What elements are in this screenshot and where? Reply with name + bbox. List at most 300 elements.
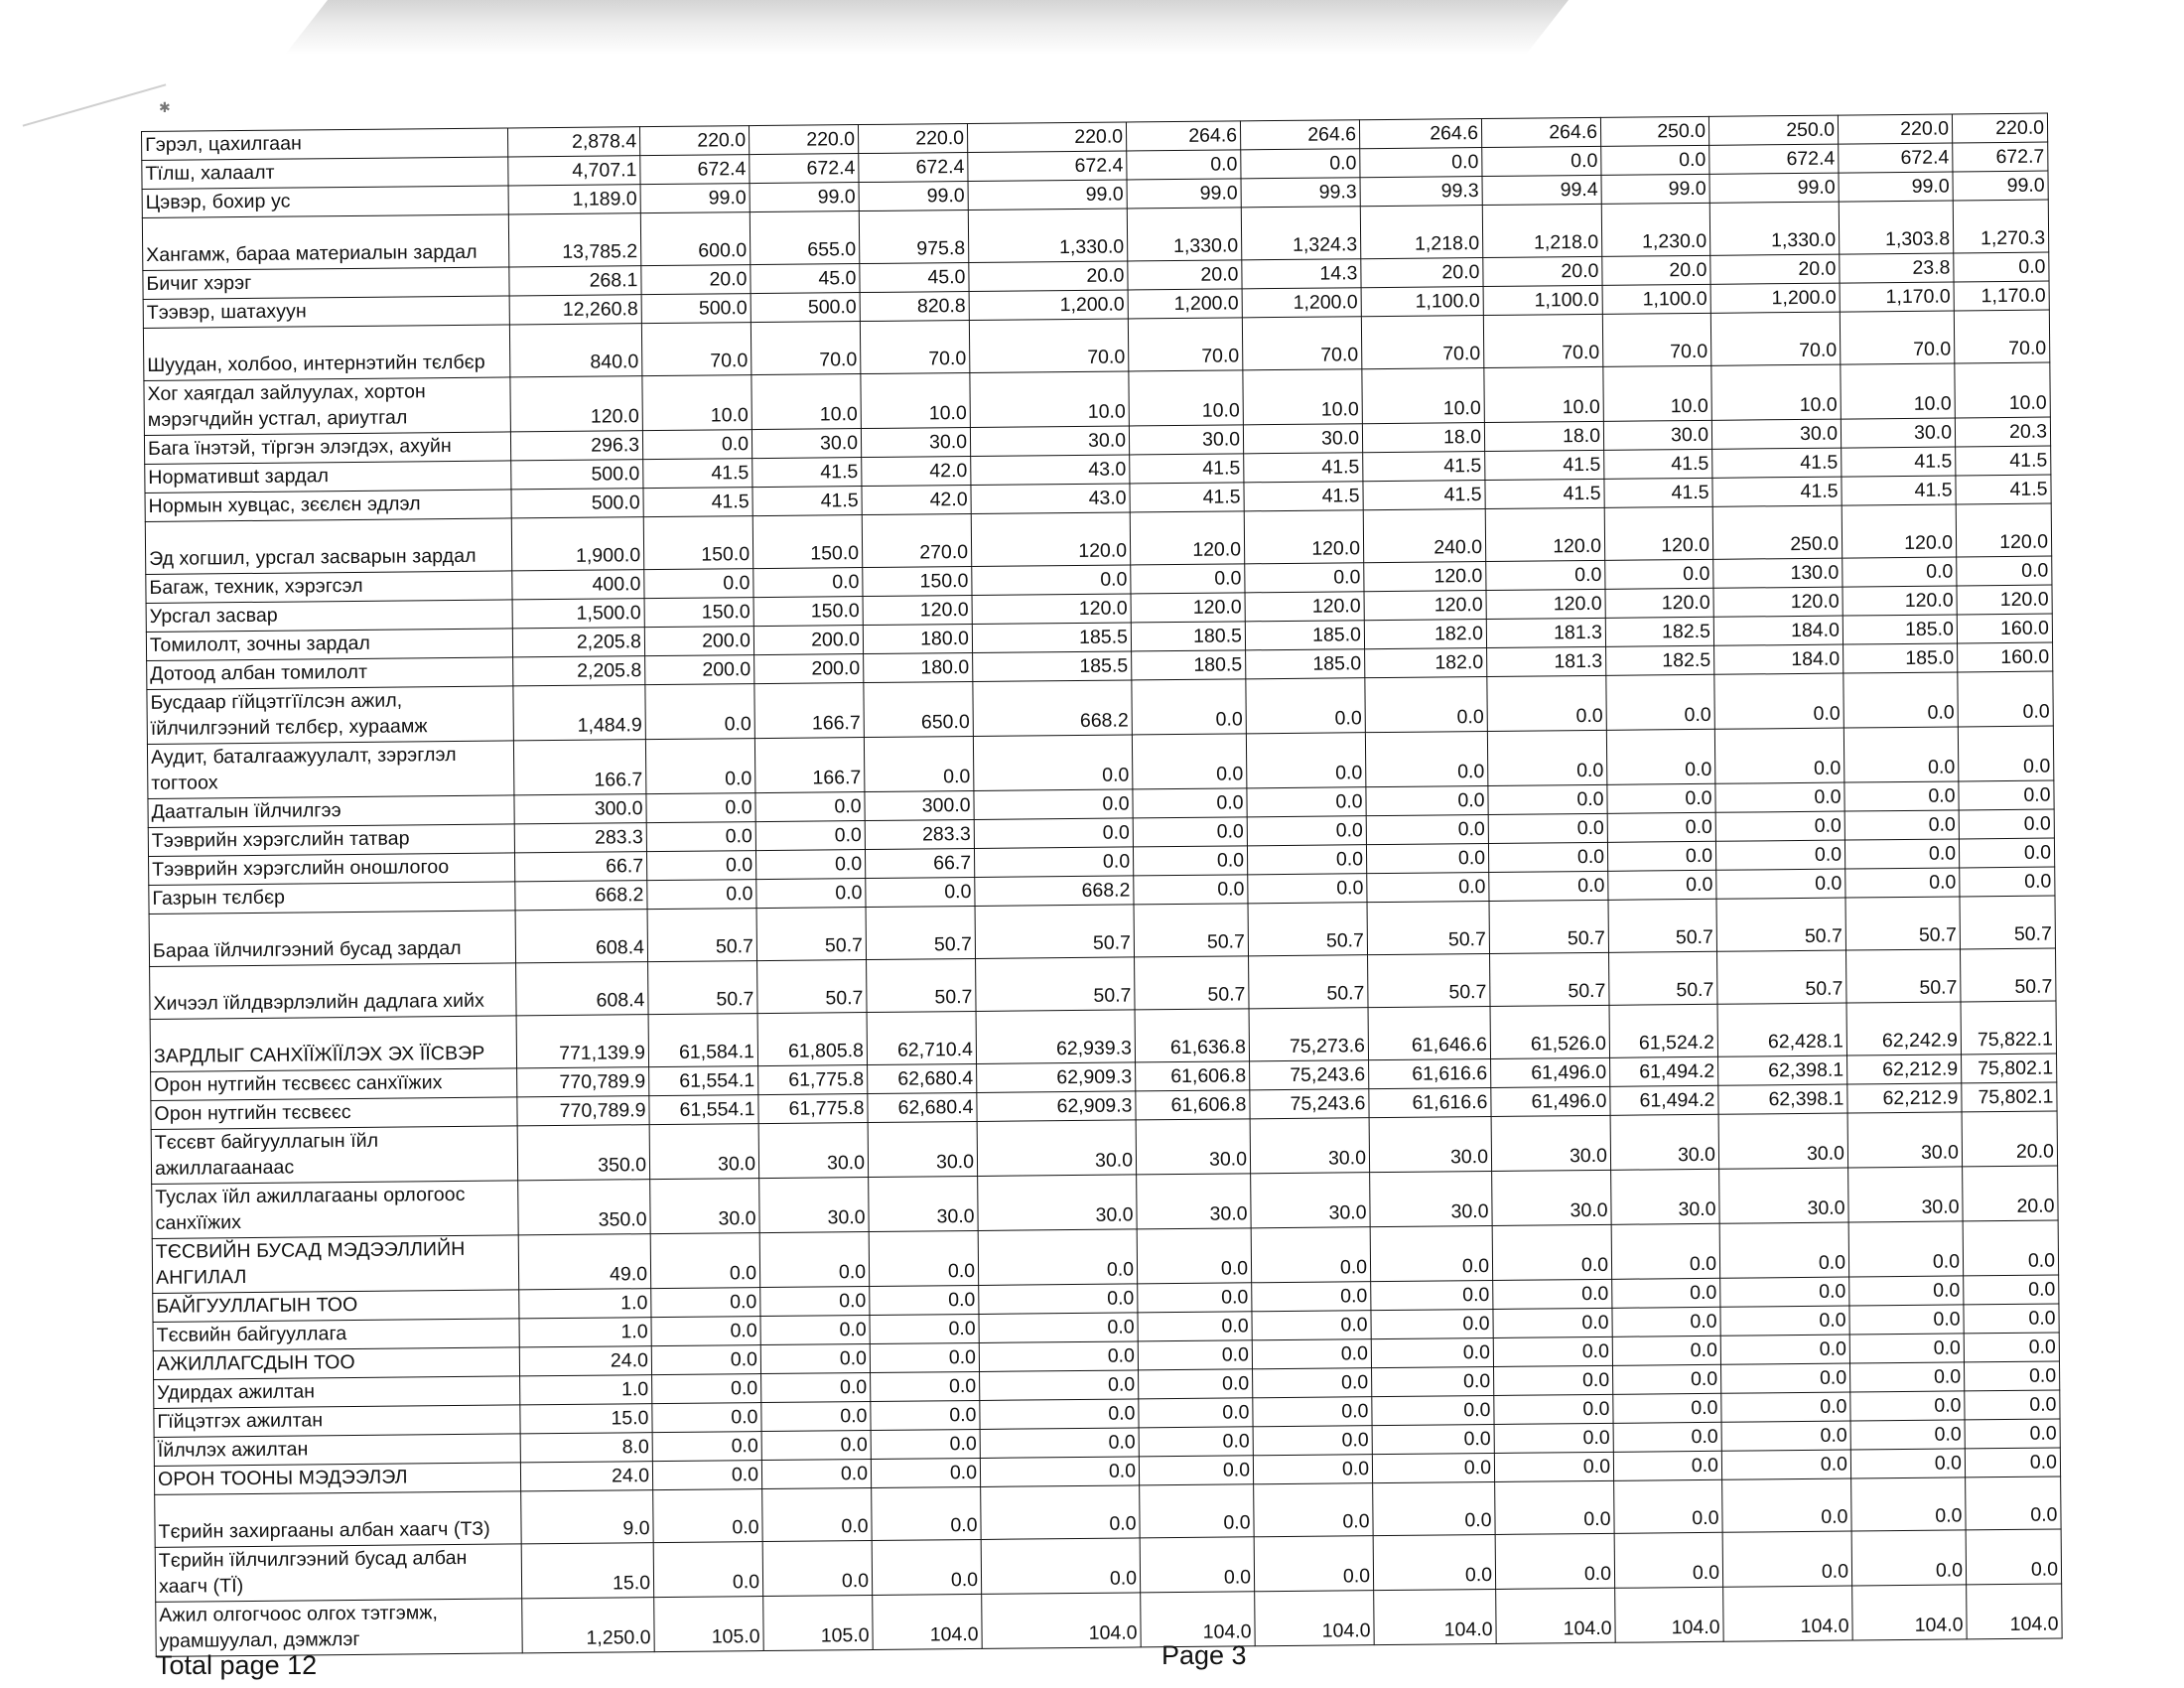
value-cell: 0.0 <box>1248 874 1367 904</box>
row-label: Аудит, баталгаажуулалт, зэрэглэл тогтоох <box>147 741 514 799</box>
value-cell: 30.0 <box>1711 419 1841 449</box>
value-cell: 0.0 <box>1137 1228 1252 1284</box>
value-cell: 672.4 <box>640 155 750 185</box>
value-cell: 0.0 <box>978 1229 1138 1286</box>
value-cell: 120.0 <box>971 512 1131 567</box>
value-cell: 30.0 <box>1847 1112 1963 1168</box>
value-cell: 608.4 <box>515 910 648 963</box>
row-label: Тєсвийн байгууллага <box>153 1319 519 1351</box>
value-cell: 0.0 <box>864 736 974 791</box>
value-cell: 166.7 <box>754 738 865 793</box>
value-cell: 0.0 <box>1850 1391 1965 1421</box>
value-cell: 61,616.6 <box>1369 1058 1491 1088</box>
row-label: Тїлш, халаалт <box>142 157 508 190</box>
value-cell: 61,524.2 <box>1609 1004 1718 1057</box>
value-cell: 41.5 <box>643 459 752 489</box>
value-cell: 182.5 <box>1606 645 1714 675</box>
value-cell: 41.5 <box>1956 475 2051 504</box>
value-cell: 50.7 <box>1845 949 1961 1003</box>
value-cell: 61,775.8 <box>758 1094 868 1124</box>
value-cell: 62,212.9 <box>1847 1083 1962 1113</box>
value-cell: 1.0 <box>519 1289 651 1319</box>
value-cell: 0.0 <box>1488 842 1607 872</box>
value-cell: 41.5 <box>1842 447 1956 477</box>
value-cell: 0.0 <box>650 1233 760 1289</box>
row-label: Урсгал засвар <box>146 600 512 633</box>
value-cell: 0.0 <box>1365 732 1488 787</box>
value-cell: 672.7 <box>1953 142 2048 172</box>
value-cell: 1,200.0 <box>1128 289 1242 319</box>
value-cell: 0.0 <box>1959 838 2054 868</box>
value-cell: 0.0 <box>1133 846 1247 876</box>
value-cell: 45.0 <box>860 263 969 293</box>
value-cell: 50.7 <box>1248 903 1368 956</box>
value-cell: 30.0 <box>758 1123 869 1179</box>
value-cell: 0.0 <box>1957 556 2052 586</box>
value-cell: 0.0 <box>1608 870 1716 900</box>
value-cell: 0.0 <box>651 1317 760 1346</box>
row-label: Їйлчлэх ажилтан <box>154 1434 520 1467</box>
value-cell: 61,646.6 <box>1368 1006 1491 1059</box>
value-cell: 400.0 <box>512 570 644 600</box>
value-cell: 70.0 <box>1710 312 1841 365</box>
value-cell: 0.0 <box>653 1489 763 1543</box>
value-cell: 0.0 <box>1848 1221 1964 1277</box>
value-cell: 0.0 <box>1721 1421 1850 1451</box>
value-cell: 50.7 <box>756 908 867 961</box>
value-cell: 0.0 <box>1482 146 1601 176</box>
value-cell: 180.5 <box>1131 622 1245 651</box>
value-cell: 0.0 <box>1138 1312 1252 1341</box>
value-cell: 0.0 <box>1253 1426 1372 1456</box>
value-cell: 0.0 <box>981 1485 1141 1540</box>
value-cell: 0.0 <box>1719 1222 1849 1278</box>
value-cell: 0.0 <box>980 1428 1139 1459</box>
value-cell: 30.0 <box>1492 1170 1612 1225</box>
row-label: Хангамж, бараа материалын зардал <box>142 214 508 271</box>
value-cell: 0.0 <box>974 818 1133 849</box>
value-cell: 0.0 <box>974 789 1133 820</box>
value-cell: 0.0 <box>646 793 755 823</box>
value-cell: 41.5 <box>1363 452 1485 482</box>
value-cell: 0.0 <box>1494 1394 1613 1424</box>
value-cell: 0.0 <box>1722 1531 1852 1587</box>
value-cell: 10.0 <box>1841 363 1956 419</box>
value-cell: 1,484.9 <box>513 685 646 741</box>
value-cell: 0.0 <box>1614 1532 1723 1588</box>
value-cell: 61,775.8 <box>758 1065 868 1095</box>
scan-streak-2 <box>23 83 167 126</box>
value-cell: 0.0 <box>1487 730 1607 785</box>
value-cell: 1,230.0 <box>1601 203 1710 256</box>
value-cell: 0.0 <box>871 1371 980 1401</box>
value-cell: 200.0 <box>753 626 863 655</box>
value-cell: 0.0 <box>1494 1365 1613 1395</box>
value-cell: 30.0 <box>759 1178 870 1233</box>
value-cell: 0.0 <box>755 821 865 851</box>
value-cell: 120.0 <box>1843 586 1957 616</box>
value-cell: 0.0 <box>1494 1452 1613 1481</box>
row-label: Бага їнэтэй, тїргэн элэгдэх, ахуйн <box>144 432 510 465</box>
value-cell: 50.7 <box>867 958 977 1012</box>
value-cell: 41.5 <box>643 488 752 517</box>
value-cell: 0.0 <box>1613 1364 1721 1394</box>
value-cell: 296.3 <box>510 431 642 461</box>
value-cell: 0.0 <box>1611 1223 1720 1279</box>
value-cell: 0.0 <box>756 879 866 909</box>
value-cell: 0.0 <box>1720 1306 1849 1336</box>
value-cell: 0.0 <box>1373 1534 1496 1590</box>
value-cell: 1,218.0 <box>1360 206 1483 259</box>
value-cell: 0.0 <box>1131 564 1245 594</box>
value-cell: 0.0 <box>1372 1366 1494 1396</box>
value-cell: 70.0 <box>1602 313 1711 366</box>
value-cell: 75,802.1 <box>1962 1054 2057 1083</box>
value-cell: 30.0 <box>1841 418 1955 448</box>
value-cell: 0.0 <box>644 569 753 599</box>
value-cell: 672.4 <box>968 151 1127 182</box>
value-cell: 0.0 <box>1494 1423 1613 1453</box>
value-cell: 0.0 <box>1253 1368 1372 1398</box>
row-label: Дотоод албан томилолт <box>147 657 513 690</box>
row-label: АЖИЛЛАГСДЫН ТОО <box>153 1347 519 1380</box>
value-cell: 43.0 <box>971 455 1130 486</box>
value-cell: 0.0 <box>1245 563 1364 593</box>
value-cell: 0.0 <box>1487 675 1607 731</box>
value-cell: 180.0 <box>864 652 973 682</box>
value-cell: 99.3 <box>1360 177 1482 207</box>
value-cell: 62,212.9 <box>1847 1055 1962 1084</box>
value-cell: 30.0 <box>1719 1168 1849 1223</box>
value-cell: 240.0 <box>1363 509 1486 563</box>
value-cell: 104.0 <box>1852 1585 1968 1640</box>
value-cell: 500.0 <box>511 489 643 518</box>
value-cell: 0.0 <box>871 1458 980 1487</box>
value-cell: 500.0 <box>511 460 643 490</box>
value-cell: 50.7 <box>1845 897 1961 950</box>
value-cell: 24.0 <box>520 1462 652 1491</box>
value-cell: 120.0 <box>1485 507 1605 561</box>
value-cell: 70.0 <box>969 319 1129 373</box>
value-cell: 30.0 <box>1848 1167 1964 1222</box>
value-cell: 1,189.0 <box>508 185 640 214</box>
value-cell: 41.5 <box>1842 476 1956 505</box>
value-cell: 0.0 <box>1964 1275 2059 1305</box>
value-cell: 185.0 <box>1843 643 1958 673</box>
value-cell: 30.0 <box>1610 1114 1719 1170</box>
value-cell: 1,200.0 <box>1710 283 1840 313</box>
row-label: Тээвэр, шатахуун <box>143 296 509 329</box>
value-cell: 30.0 <box>868 1121 978 1177</box>
value-cell: 41.5 <box>1244 453 1363 483</box>
row-label: ТЄСВИЙН БУСАД МЭДЭЭЛЛИЙН АНГИЛАЛ <box>152 1235 519 1294</box>
value-cell: 61,554.1 <box>649 1095 758 1125</box>
value-cell: 30.0 <box>1243 424 1362 454</box>
value-cell: 50.7 <box>1489 900 1609 953</box>
value-cell: 105.0 <box>763 1595 874 1650</box>
value-cell: 0.0 <box>979 1313 1138 1343</box>
value-cell: 0.0 <box>870 1342 979 1372</box>
value-cell: 8.0 <box>520 1433 652 1463</box>
value-cell: 0.0 <box>1964 1361 2059 1391</box>
value-cell: 0.0 <box>872 1539 982 1595</box>
value-cell: 0.0 <box>974 847 1133 878</box>
value-cell: 120.0 <box>1604 506 1713 560</box>
value-cell: 50.7 <box>1609 951 1718 1005</box>
value-cell: 10.0 <box>1484 366 1604 422</box>
value-cell: 41.5 <box>1485 450 1604 480</box>
value-cell: 0.0 <box>1247 845 1366 875</box>
value-cell: 75,802.1 <box>1962 1082 2057 1112</box>
value-cell: 770,789.9 <box>517 1096 649 1126</box>
value-cell: 62,398.1 <box>1718 1055 1847 1085</box>
value-cell: 0.0 <box>1134 875 1248 905</box>
value-cell: 0.0 <box>1720 1335 1849 1364</box>
value-cell: 104.0 <box>873 1594 983 1649</box>
value-cell: 0.0 <box>1371 1280 1493 1310</box>
value-cell: 41.5 <box>1363 481 1485 510</box>
value-cell: 771,139.9 <box>516 1015 649 1068</box>
value-cell: 50.7 <box>1960 948 2056 1002</box>
value-cell: 185.5 <box>972 623 1131 653</box>
value-cell: 75,822.1 <box>1961 1001 2057 1055</box>
value-cell: 0.0 <box>1612 1336 1720 1365</box>
value-cell: 2,878.4 <box>507 127 639 157</box>
value-cell: 0.0 <box>1715 811 1844 841</box>
value-cell: 600.0 <box>640 212 751 266</box>
value-cell: 500.0 <box>751 293 860 323</box>
value-cell: 0.0 <box>1133 817 1247 847</box>
row-label: Орон нутгийн тєсвєєс <box>151 1097 517 1130</box>
value-cell: 30.0 <box>1137 1174 1252 1229</box>
row-label: Шуудан, холбоо, интернэтийн тєлбєр <box>143 325 509 381</box>
value-cell: 0.0 <box>1954 252 2049 282</box>
value-cell: 0.0 <box>760 1344 870 1374</box>
value-cell: 61,494.2 <box>1610 1056 1718 1086</box>
row-label: ОРОН ТООНЫ МЭДЭЭЛЭЛ <box>154 1463 520 1495</box>
value-cell: 62,398.1 <box>1718 1084 1847 1114</box>
value-cell: 182.5 <box>1605 617 1713 646</box>
value-cell: 30.0 <box>977 1120 1137 1177</box>
row-label: Тєсєвт байгууллагын їйл ажиллагаанаас <box>151 1126 518 1185</box>
value-cell: 770,789.9 <box>517 1067 649 1097</box>
value-cell: 0.0 <box>1843 727 1959 782</box>
value-cell: 0.0 <box>1488 813 1607 843</box>
value-cell: 0.0 <box>979 1284 1138 1315</box>
value-cell: 672.4 <box>1839 143 1953 173</box>
value-cell: 75,273.6 <box>1249 1008 1369 1061</box>
value-cell: 0.0 <box>1372 1395 1494 1425</box>
value-cell: 15.0 <box>520 1404 652 1434</box>
value-cell: 120.0 <box>1244 510 1364 564</box>
row-label: Тєрийн захиргааны албан хаагч (ТЗ) <box>155 1491 521 1548</box>
value-cell: 200.0 <box>644 627 753 656</box>
value-cell: 42.0 <box>862 485 971 514</box>
value-cell: 668.2 <box>973 680 1133 737</box>
value-cell: 184.0 <box>1713 616 1843 645</box>
value-cell: 0.0 <box>1965 1448 2060 1477</box>
value-cell: 0.0 <box>1251 1227 1371 1283</box>
value-cell: 50.7 <box>1716 898 1846 951</box>
value-cell: 0.0 <box>1720 1277 1849 1307</box>
value-cell: 0.0 <box>761 1431 871 1461</box>
row-label: Хичээл їйлдвэрлэлийн дадлага хийх <box>150 963 516 1020</box>
value-cell: 70.0 <box>1242 317 1362 370</box>
value-cell: 200.0 <box>645 655 754 685</box>
value-cell: 0.0 <box>1959 809 2054 839</box>
value-cell: 120.0 <box>1605 588 1713 618</box>
value-cell: 120.0 <box>1957 585 2052 615</box>
value-cell: 0.0 <box>1849 1305 1964 1335</box>
row-label: ЗАРДЛЫГ САНХЇЇЖЇЇЛЭХ ЭХ ЇЇСВЭР <box>150 1016 516 1072</box>
value-cell: 14.3 <box>1242 259 1361 289</box>
value-cell: 0.0 <box>1960 867 2055 897</box>
value-cell: 0.0 <box>753 568 863 598</box>
value-cell: 120.0 <box>1364 591 1486 621</box>
value-cell: 0.0 <box>972 565 1131 596</box>
value-cell: 220.0 <box>967 122 1126 153</box>
value-cell: 0.0 <box>1371 1309 1493 1338</box>
value-cell: 0.0 <box>653 1542 763 1598</box>
value-cell: 0.0 <box>981 1538 1141 1595</box>
value-cell: 61,554.1 <box>649 1066 758 1096</box>
value-cell: 120.0 <box>972 594 1131 625</box>
value-cell: 99.0 <box>1953 171 2048 201</box>
value-cell: 0.0 <box>980 1457 1139 1487</box>
value-cell: 61,606.8 <box>1136 1061 1250 1091</box>
value-cell: 0.0 <box>1493 1336 1612 1366</box>
value-cell: 99.0 <box>968 180 1127 211</box>
value-cell: 0.0 <box>1246 678 1366 734</box>
page-number: Page 3 <box>1161 1640 1247 1670</box>
value-cell: 0.0 <box>1127 150 1241 180</box>
scan-mark: ✱ <box>159 99 171 115</box>
value-cell: 0.0 <box>1849 1276 1964 1306</box>
value-cell: 50.7 <box>866 906 976 959</box>
value-cell: 120.0 <box>1713 587 1843 617</box>
value-cell: 0.0 <box>1963 1220 2059 1276</box>
value-cell: 0.0 <box>1492 1224 1612 1280</box>
value-cell: 0.0 <box>647 880 756 910</box>
value-cell: 0.0 <box>1253 1455 1372 1484</box>
value-cell: 75,243.6 <box>1250 1089 1369 1119</box>
value-cell: 0.0 <box>1140 1537 1255 1593</box>
value-cell: 0.0 <box>866 877 975 907</box>
value-cell: 0.0 <box>1495 1533 1615 1589</box>
value-cell: 20.0 <box>969 261 1128 292</box>
value-cell: 220.0 <box>858 124 967 154</box>
value-cell: 1,250.0 <box>522 1598 655 1653</box>
value-cell: 20.0 <box>1361 258 1483 288</box>
value-cell: 160.0 <box>1957 614 2052 643</box>
value-cell: 0.0 <box>652 1403 761 1433</box>
row-label: Гэрэл, цахилгаан <box>142 128 508 161</box>
value-cell: 50.7 <box>1134 904 1249 957</box>
value-cell: 1,100.0 <box>1602 284 1710 314</box>
value-cell: 99.0 <box>1839 172 1953 202</box>
value-cell: 120.0 <box>1130 511 1245 565</box>
value-cell: 0.0 <box>1367 873 1489 903</box>
value-cell: 264.6 <box>1481 117 1600 147</box>
value-cell: 166.7 <box>754 683 865 739</box>
value-cell: 220.0 <box>749 125 858 155</box>
value-cell: 0.0 <box>1133 788 1247 818</box>
value-cell: 45.0 <box>751 264 860 294</box>
value-cell: 50.7 <box>1960 896 2056 949</box>
value-cell: 99.3 <box>1241 178 1360 208</box>
value-cell: 104.0 <box>1496 1588 1616 1643</box>
value-cell: 0.0 <box>651 1288 760 1318</box>
value-cell: 0.0 <box>1139 1369 1253 1399</box>
value-cell: 300.0 <box>865 790 974 820</box>
value-cell: 10.0 <box>1711 364 1842 420</box>
value-cell: 30.0 <box>1491 1115 1611 1171</box>
value-cell: 0.0 <box>646 822 755 852</box>
value-cell: 70.0 <box>1361 316 1484 369</box>
value-cell: 160.0 <box>1958 642 2053 672</box>
value-cell: 43.0 <box>971 484 1130 514</box>
value-cell: 66.7 <box>514 852 646 882</box>
value-cell: 0.0 <box>1372 1424 1494 1454</box>
value-cell: 62,710.4 <box>867 1011 977 1064</box>
value-cell: 1,500.0 <box>512 599 644 629</box>
value-cell: 18.0 <box>1362 423 1484 453</box>
value-cell: 250.0 <box>1600 116 1708 146</box>
row-label: Нормын хувцас, зєєлєн эдлэл <box>145 490 511 522</box>
value-cell: 0.0 <box>1493 1279 1612 1309</box>
value-cell: 41.5 <box>1604 478 1712 507</box>
value-cell: 2,205.8 <box>513 656 645 686</box>
value-cell: 181.3 <box>1487 646 1606 676</box>
value-cell: 0.0 <box>1486 560 1605 590</box>
value-cell: 70.0 <box>1128 318 1243 371</box>
value-cell: 0.0 <box>979 1341 1138 1372</box>
value-cell: 0.0 <box>1139 1427 1253 1457</box>
value-cell: 650.0 <box>864 681 974 737</box>
value-cell: 75,243.6 <box>1250 1060 1369 1090</box>
value-cell: 150.0 <box>643 516 753 570</box>
value-cell: 61,616.6 <box>1369 1087 1491 1117</box>
value-cell: 500.0 <box>641 294 751 324</box>
value-cell: 1,330.0 <box>1709 202 1840 255</box>
value-cell: 0.0 <box>1612 1307 1720 1336</box>
value-cell: 49.0 <box>518 1234 651 1290</box>
value-cell: 0.0 <box>1371 1337 1493 1367</box>
value-cell: 0.0 <box>1366 815 1488 845</box>
value-cell: 0.0 <box>1373 1481 1496 1535</box>
row-label: Багаж, техник, хэрэгсэл <box>146 571 512 604</box>
value-cell: 150.0 <box>863 566 972 596</box>
value-cell: 10.0 <box>1243 369 1363 425</box>
value-cell: 0.0 <box>761 1460 871 1489</box>
value-cell: 0.0 <box>870 1314 979 1343</box>
row-label: Тєрийн їйлчилгээний бусад албан хаагч (ТЇ) <box>155 1544 522 1603</box>
value-cell: 70.0 <box>751 322 861 375</box>
value-cell: 0.0 <box>761 1373 871 1403</box>
value-cell: 150.0 <box>644 598 753 628</box>
value-cell: 62,909.3 <box>977 1091 1136 1122</box>
value-cell: 50.7 <box>975 905 1135 959</box>
value-cell: 2,205.8 <box>512 628 644 657</box>
value-cell: 268.1 <box>509 266 641 296</box>
value-cell: 70.0 <box>641 323 751 376</box>
value-cell: 180.0 <box>863 624 972 653</box>
value-cell: 0.0 <box>1138 1340 1252 1370</box>
value-cell: 185.0 <box>1843 615 1957 644</box>
value-cell: 0.0 <box>1360 148 1482 178</box>
table-body <box>142 113 2063 1656</box>
value-cell: 1,218.0 <box>1482 204 1602 257</box>
